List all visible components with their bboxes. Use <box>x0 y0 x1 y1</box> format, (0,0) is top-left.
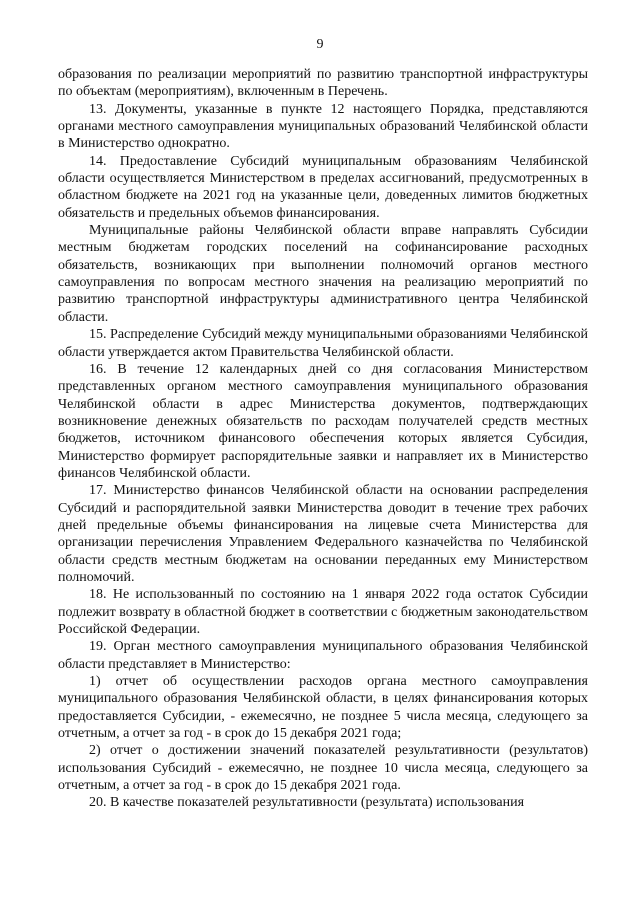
paragraph-14-municipal-districts: Муниципальные районы Челябинской области вправе направлять Субсидии местным бюджетам городских поселений на софинансирование расходных обязательств, возникающих при выполнении полномочий органов местного самоуправления по вопросам местного значения на реализацию мероприятий по развитию транспортной инфраструктуры административного центра Челябинской области. <box>58 223 588 325</box>
paragraph-14: 14. Предоставление Субсидий муниципальным образованиям Челябинской области осуществляется Министерством в пределах ассигнований, предусмотренных в областном бюджете на 2021 год на указанные цели, доведенных лимитов бюджетных обязательств и предельных объемов финансирования. <box>58 153 588 221</box>
paragraph-18: 18. Не использованный по состоянию на 1 января 2022 года остаток Субсидии подлежит возврату в областной бюджет в соответствии с бюджетным законодательством Российской Федерации. <box>58 587 588 637</box>
page-number: 9 <box>316 37 324 52</box>
paragraph-19: 19. Орган местного самоуправления муниципального образования Челябинской области представляет в Министерство: <box>58 639 588 672</box>
paragraph-13: 13. Документы, указанные в пункте 12 настоящего Порядка, представляются органами местного самоуправления муниципальных образований Челябинской области в Министерство однократно. <box>58 101 588 152</box>
paragraph-continuation: образования по реализации мероприятий по развитию транспортной инфраструктуры по объектам (мероприятиям), включенным в Перечень. <box>58 67 588 100</box>
document-body <box>58 66 588 812</box>
paragraph-15: 15. Распределение Субсидий между муниципальными образованиями Челябинской области утверждается актом Правительства Челябинской области. <box>58 327 588 360</box>
paragraph-17: 17. Министерство финансов Челябинской области на основании распределения Субсидий и распорядительной заявки Министерства доводит в течение трех рабочих дней предельные объемы финансирования на лицевые счета Министерства для организации перечисления Управлением Федерального казначейства по Челябинской области средств местным бюджетам на основании переданных ему Министерством полномочий. <box>58 483 588 585</box>
paragraph-16: 16. В течение 12 календарных дней со дня согласования Министерством представленных органом местного самоуправления муниципального образования Челябинской области в адрес Министерства документов, подтверждающих возникновение денежных обязательств по расходам получателей средств местных бюджетов, источником финансового обеспечения которых является Субсидия, Министерство формирует распорядительные заявки и направляет их в Министерство финансов Челябинской области. <box>58 361 588 481</box>
paragraph-20: 20. В качестве показателей результативности (результата) использования <box>89 795 525 811</box>
paragraph-19-item-1: 1) отчет об осуществлении расходов органа местного самоуправления муниципального образования Челябинской области, в целях финансирования которых предоставляется Субсидии, - ежемесячно, не позднее 5 числа месяца, следующего за отчетным, а отчет за год - в срок до 15 декабря 2021 года; <box>58 674 588 742</box>
paragraph-19-item-2: 2) отчет о достижении значений показателей результативности (результатов) использования Субсидий - ежемесячно, не позднее 10 числа месяца, следующего за отчетным, а отчет за год - в срок до 15 декабря 2021 года. <box>58 743 588 794</box>
